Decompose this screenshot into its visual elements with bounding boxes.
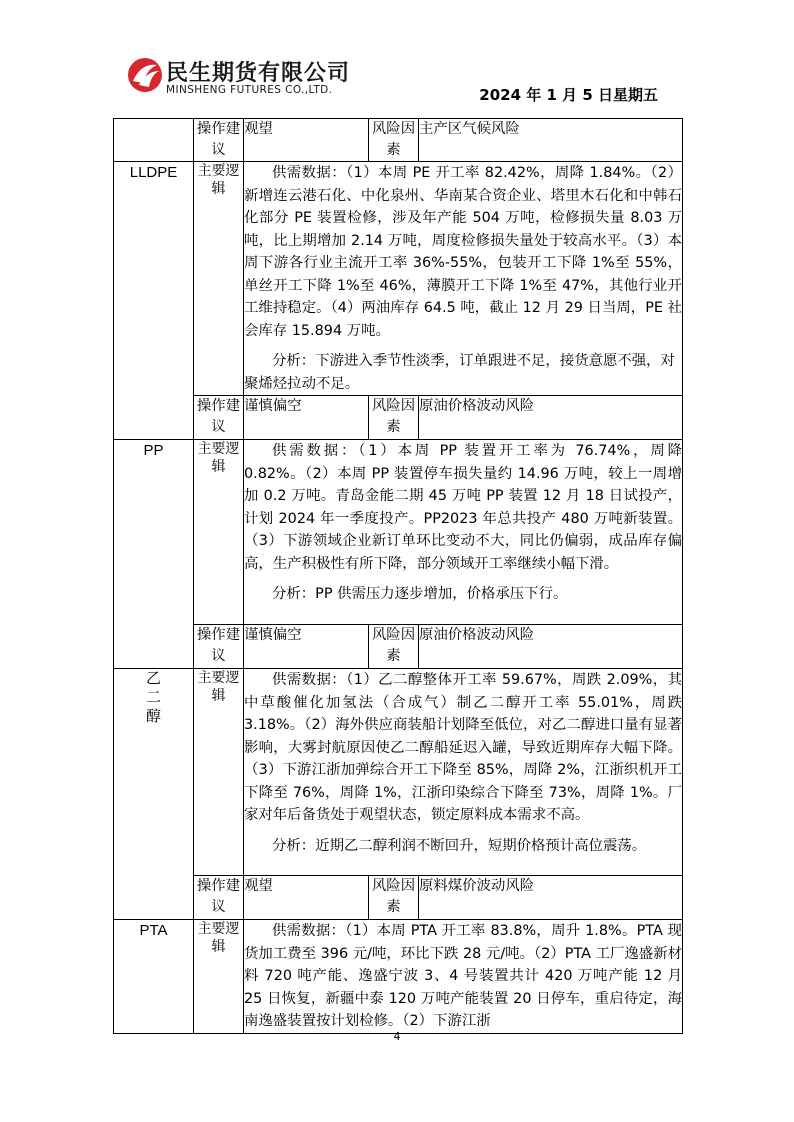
report-date: 2024 年 1 月 5 日星期五 xyxy=(479,86,658,104)
main-logic-content xyxy=(244,669,683,876)
table-row xyxy=(114,876,683,920)
main-logic-label: 主要逻辑 xyxy=(194,440,244,625)
main-logic-content xyxy=(244,440,683,625)
product-char: 醇 xyxy=(145,707,161,725)
analysis-text: 分析：下游进入季节性淡季，订单跟进不足，接货意愿不强，对聚烯烃拉动不足。 xyxy=(244,353,675,392)
analysis-text: 分析：近期乙二醇利润不断回升，短期价格预计高位震荡。 xyxy=(272,837,647,854)
commodity-table xyxy=(113,118,683,1034)
operation-label: 操作建议 xyxy=(194,119,244,162)
supply-demand-text: 供需数据：（1）乙二醇整体开工率 59.67%，周跌 2.09%，其中草酸催化加氢法（合成气）制乙二醇开工率 55.01%，周跌 3.18%。（2）海外供应商装船计划降至低位，对乙二醇进口量有显著影响，大雾封航原因使乙二醇船延迟入罐，导致近期库存大幅下降。（3）下游江浙加弹综合开工下降至 85%，周降 2%，江浙织机开工下降至 76%，周降 1%，江浙印染综合下降至 73%，周降 1%。厂家对年后备货处于观望状态，锁定原料成本需求不高。 xyxy=(244,672,682,823)
product-name: LLDPE xyxy=(114,162,194,440)
operation-label: 操作建议 xyxy=(194,396,244,440)
table-row xyxy=(114,396,683,440)
main-logic-content xyxy=(244,920,683,1034)
risk-label: 风险因素 xyxy=(369,119,419,162)
main-logic-label: 主要逻辑 xyxy=(194,162,244,396)
table-row xyxy=(114,920,683,1034)
analysis-text: 分析：PP 供需压力逐步增加，价格承压下行。 xyxy=(272,586,568,602)
table-row xyxy=(114,669,683,876)
table-row xyxy=(114,119,683,162)
operation-value: 谨慎偏空 xyxy=(244,625,369,669)
product-name-vertical xyxy=(114,669,194,920)
company-name-en: MINSHENG FUTURES CO.,LTD. xyxy=(166,84,333,96)
supply-demand-text: 供需数据：（1）本周 PP 装置开工率为 76.74%，周降 0.82%。（2）本周 PP 装置停车损失量约 14.96 万吨，较上一周增加 0.2 万吨。青岛金能二期 45 万吨 PP 装置 12 月 18 日试投产，计划 2024 年一季度投产。PP2023 年总共投产 480 万吨新装置。（3）下游领域企业新订单环比变动不大，同比仍偏弱，成品库存偏高，生产积极性有所下降，部分领域开工率继续小幅下滑。 xyxy=(244,443,682,572)
main-logic-label: 主要逻辑 xyxy=(194,669,244,876)
supply-demand-text: 供需数据：（1）本周 PE 开工率 82.42%，周降 1.84%。（2）新增连云港石化、中化泉州、华南某合资企业、塔里木石化和中韩石化部分 PE 装置检修，涉及年产能 504 万吨，检修损失量 8.03 万吨，比上期增加 2.14 万吨，周度检修损失量处于较高水平。（3）本周下游各行业主流开工率 36%-55%，包装开工下降 1%至 55%，单丝开工下降 1%至 46%，薄膜开工下降 1%至 47%，其他行业开工维持稳定。（4）两油库存 64.5 吨，截止 12 月 29 日当周，PE 社会库存 15.894 万吨。 xyxy=(244,165,682,339)
risk-value: 主产区气候风险 xyxy=(419,119,683,162)
risk-value: 原料煤价波动风险 xyxy=(419,876,683,920)
product-name: PP xyxy=(114,440,194,669)
risk-label: 风险因素 xyxy=(369,396,419,440)
main-logic-label: 主要逻辑 xyxy=(194,920,244,1034)
minsheng-logo-icon xyxy=(127,57,163,93)
main-logic-content xyxy=(244,162,683,396)
table-row xyxy=(114,440,683,625)
risk-value: 原油价格波动风险 xyxy=(419,625,683,669)
supply-demand-text: 供需数据：（1）本周 PTA 开工率 83.8%，周升 1.8%。PTA 现货加工费至 396 元/吨，环比下跌 28 元/吨。（2）PTA 工厂逸盛新材料 720 吨产能、逸盛宁波 3、4 号装置共计 420 万吨产能 12 月 25 日恢复，新疆中泰 120 万吨产能装置 20 日停车，重启待定，海南逸盛装置按计划检修。（2）下游江浙 xyxy=(244,923,682,1029)
product-name: PTA xyxy=(114,920,194,1034)
operation-value: 观望 xyxy=(244,119,369,162)
operation-value: 谨慎偏空 xyxy=(244,396,369,440)
company-name-cn: 民生期货有限公司 xyxy=(166,61,351,86)
table-row xyxy=(114,625,683,669)
operation-value: 观望 xyxy=(244,876,369,920)
page-number: 4 xyxy=(393,1030,401,1043)
product-char: 乙 xyxy=(145,669,161,687)
page-header xyxy=(0,0,794,120)
risk-label: 风险因素 xyxy=(369,625,419,669)
risk-label: 风险因素 xyxy=(369,876,419,920)
operation-label: 操作建议 xyxy=(194,876,244,920)
risk-value: 原油价格波动风险 xyxy=(419,396,683,440)
table-row xyxy=(114,162,683,396)
product-cell-empty xyxy=(114,119,194,162)
product-char: 二 xyxy=(145,688,161,706)
operation-label: 操作建议 xyxy=(194,625,244,669)
